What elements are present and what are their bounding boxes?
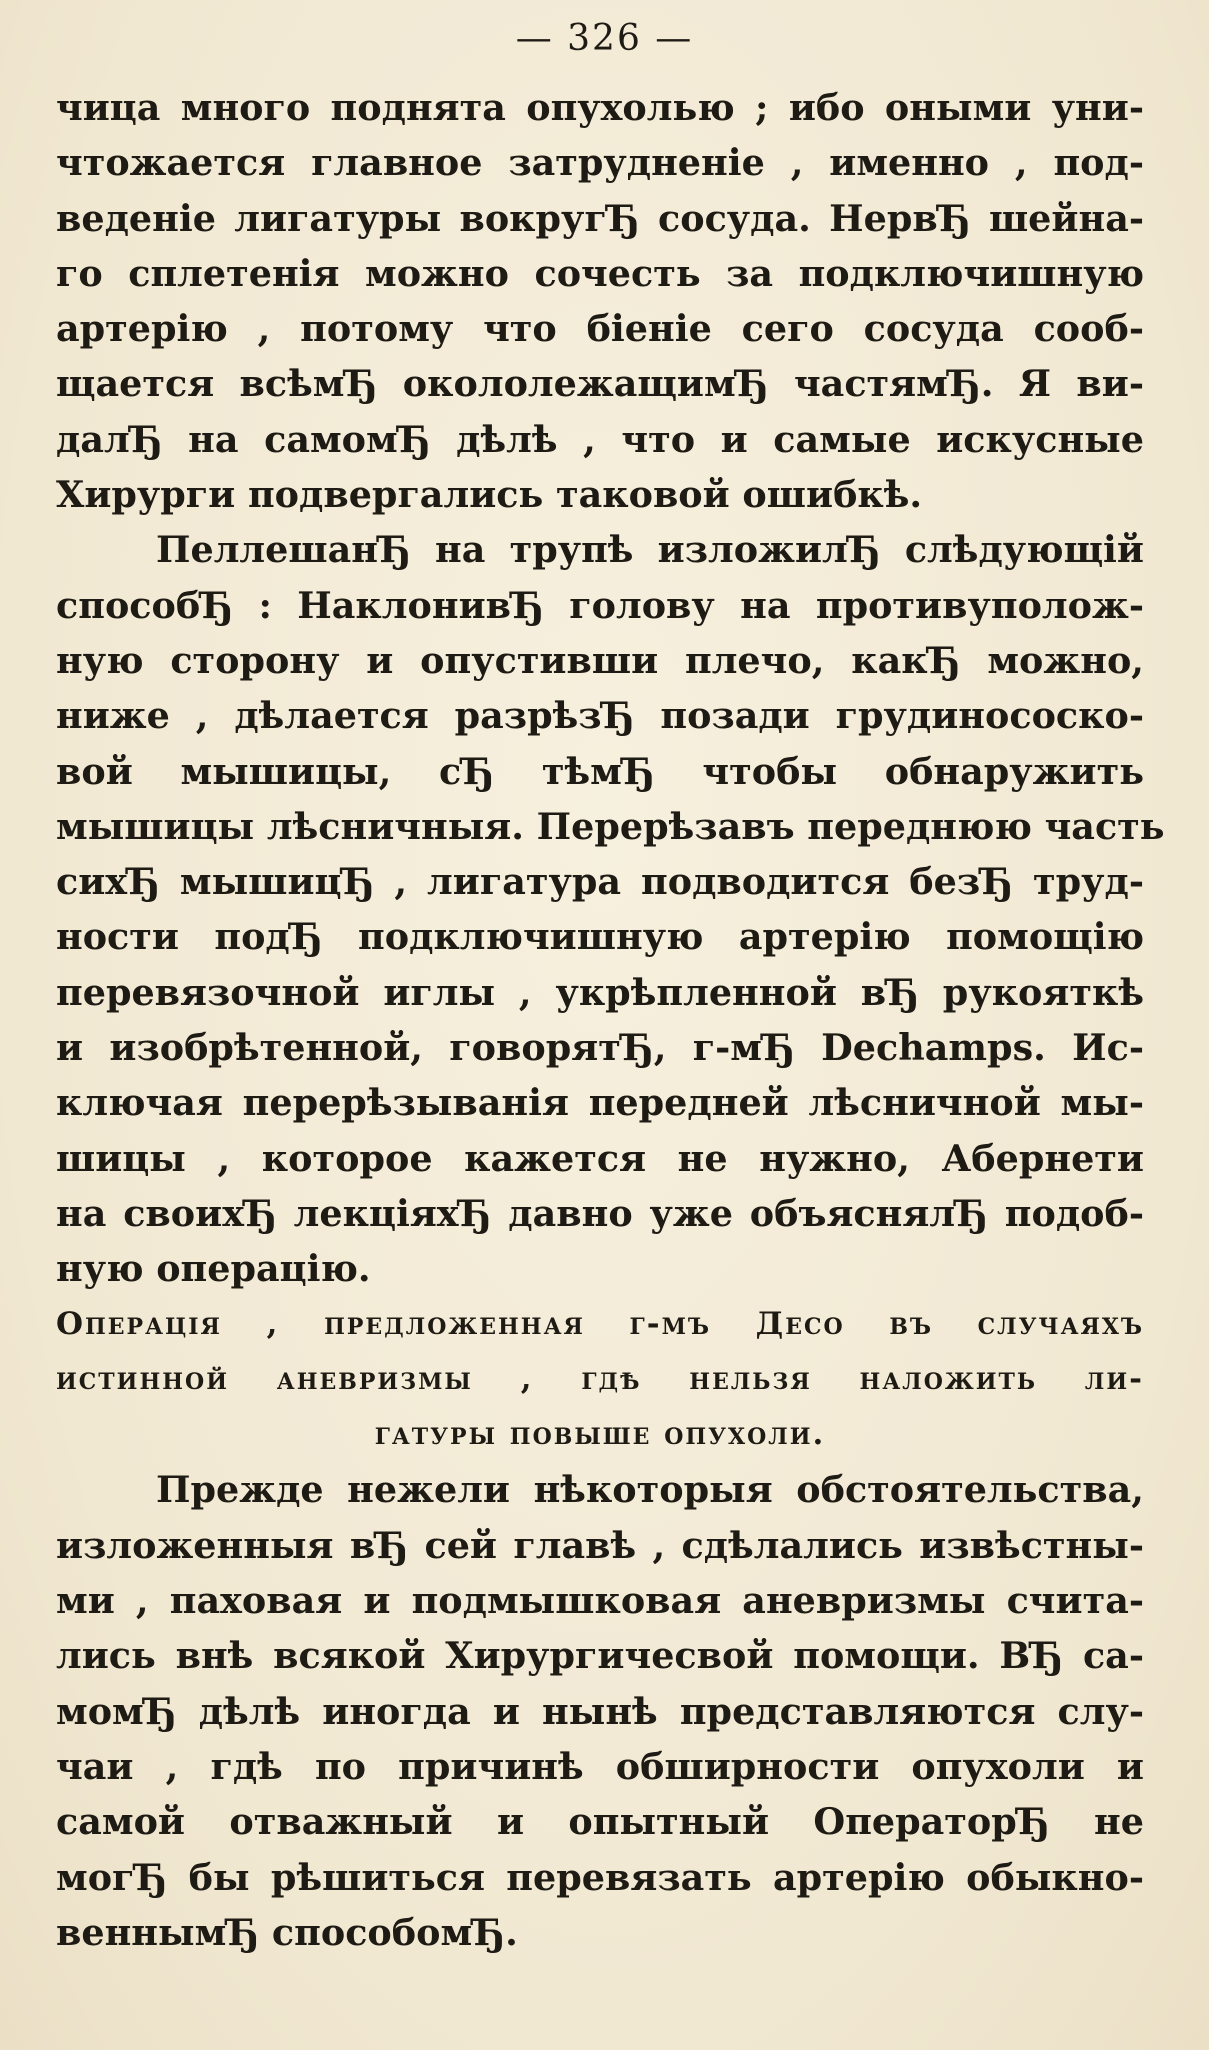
- text-line: вой мышицы, сЂ тѣмЂ чтобы обнаружить: [56, 749, 1144, 793]
- text-line: Хирурги подвергались таковой ошибкѣ.: [56, 473, 923, 517]
- text-line: могЂ бы рѣшиться перевязать артерію обыкно-: [56, 1855, 1144, 1899]
- text-line: веденіе лигатуры вокругЂ сосуда. НервЂ шейна-: [56, 196, 1144, 240]
- section-heading-line: гатуры повыше опухоли.: [374, 1416, 826, 1453]
- page-number: — 326 —: [515, 18, 694, 59]
- text-line: ми , паховая и подмышковая аневризмы счита-: [56, 1579, 1144, 1623]
- text-line: сихЂ мышицЂ , лигатура подводится безЂ труд-: [56, 860, 1144, 904]
- text-line: изложенныя вЂ сей главѣ , сдѣлались извѣстны-: [56, 1523, 1144, 1567]
- text-line: ключая перерѣзыванія передней лѣсничной мы-: [56, 1081, 1144, 1125]
- text-line: ную сторону и опустивши плечо, какЂ можно,: [56, 638, 1144, 682]
- text-line: чица много поднята опухолью ; ибо оными уни-: [56, 86, 1144, 129]
- text-line: ности подЂ подключишную артерію помощію: [56, 915, 1144, 959]
- text-line: и изобрѣтенной, говорятЂ, г-мЂ Dechamps. Ис-: [56, 1026, 1144, 1070]
- text-line: чтожается главное затрудненіе , именно , под-: [56, 141, 1144, 185]
- text-line: момЂ дѣлѣ иногда и нынѣ представляются слу-: [56, 1689, 1144, 1733]
- text-line: веннымЂ способомЂ.: [56, 1910, 518, 1954]
- section-heading-line: истинной аневризмы , гдѣ нельзя наложить ли-: [56, 1360, 1144, 1397]
- text-line: артерію , потому что біеніе сего сосуда сооб-: [56, 307, 1144, 351]
- text-line: способЂ : НаклонивЂ голову на противуполож-: [56, 583, 1144, 627]
- text-line: на своихЂ лекціяхЂ давно уже объяснялЂ подоб-: [56, 1191, 1144, 1235]
- text-line: го сплетенія можно сочесть за подключишную: [56, 251, 1144, 295]
- body-text: [56, 80, 1165, 1960]
- text-line: перевязочной иглы , укрѣпленной вЂ рукояткѣ: [56, 970, 1144, 1014]
- text-line: ную операцію.: [56, 1247, 371, 1291]
- text-line: чаи , гдѣ по причинѣ обширности опухоли и: [56, 1744, 1144, 1788]
- text-line: ПеллешанЂ на трупѣ изложилЂ слѣдующій: [156, 528, 1144, 572]
- text-line: ниже , дѣлается разрѣзЂ позади грудинососко-: [56, 694, 1144, 738]
- text-line: мышицы лѣсничныя. Перерѣзавъ переднюю часть: [56, 804, 1165, 848]
- text-line: лись внѣ всякой Хирургичесвой помощи. ВЂ са-: [56, 1634, 1144, 1678]
- text-line: щается всѣмЂ окололежащимЂ частямЂ. Я ви-: [56, 362, 1144, 406]
- text-line: далЂ на самомЂ дѣлѣ , что и самые искусные: [56, 417, 1144, 461]
- text-line: самой отважный и опытный ОператорЂ не: [56, 1800, 1144, 1844]
- text-line: Прежде нежели нѣкоторыя обстоятельства,: [156, 1468, 1144, 1512]
- section-heading-line: Операція , предложенная г-мъ Десо въ случаяхъ: [56, 1305, 1144, 1342]
- text-line: шицы , которое кажется не нужно, Абернети: [56, 1136, 1144, 1180]
